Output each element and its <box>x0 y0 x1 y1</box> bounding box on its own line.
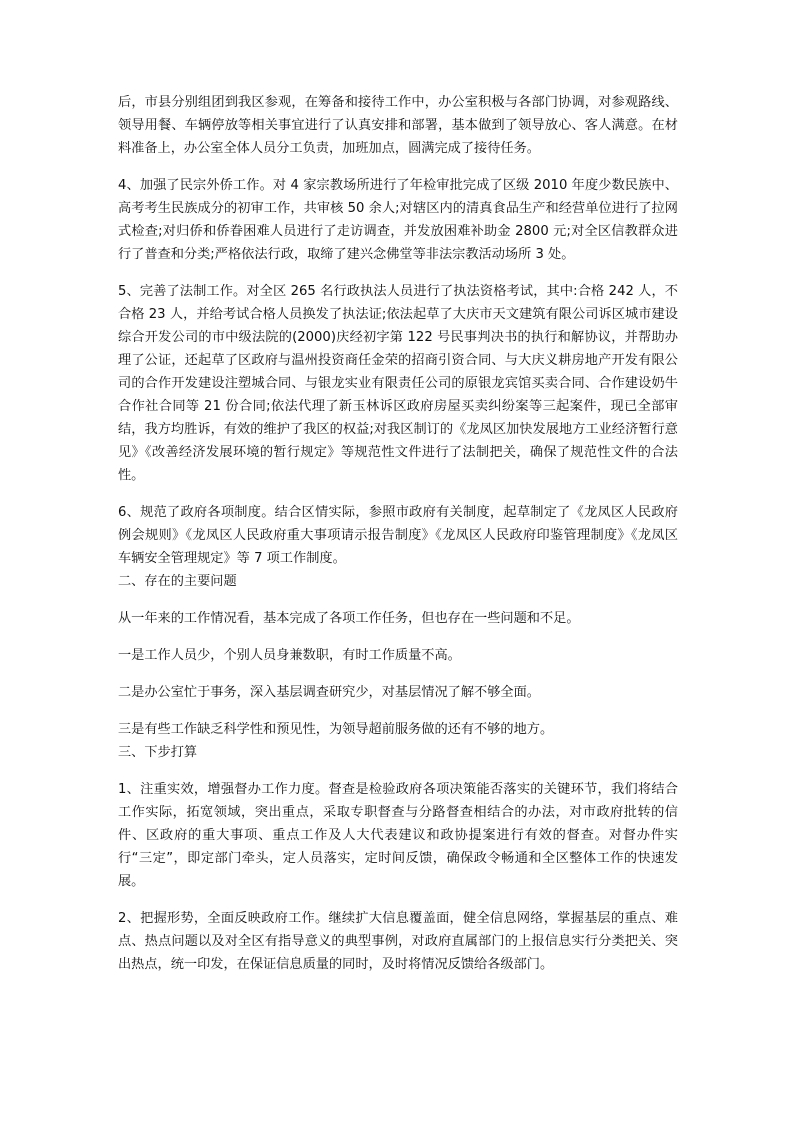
paragraph-information-work: 2、把握形势，全面反映政府工作。继续扩大信息覆盖面，健全信息网络，掌握基层的重点、难点、热点问题以及对全区有指导意义的典型事例，对政府直属部门的上报信息实行分类把关、突出热点，统一印发，在保证信息质量的同时，及时将情况反馈给各级部门。 <box>118 911 678 972</box>
paragraph-reception-work: 后，市县分别组团到我区参观，在筹备和接待工作中，办公室积极与各部门协调，对参观路线、领导用餐、车辆停放等相关事宜进行了认真安排和部署，基本做到了领导放心、客人满意。在材料准备上，办公室全体人员分工负责，加班加点，圆满完成了接待任务。 <box>118 95 678 156</box>
paragraph-supervision-work: 1、注重实效，增强督办工作力度。督查是检验政府各项决策能否落实的关键环节，我们将结合工作实际，拓宽领域，突出重点，采取专职督查与分路督查相结合的办法，对市政府批转的信件、区政府的重大事项、重点工作及人大代表建议和政协提案进行有效的督查。对督办件实行“三定”，即定部门牵头，定人员落实，定时间反馈，确保政令畅通和全区整体工作的快速发展。 <box>118 782 678 889</box>
paragraph-legal-work: 5、完善了法制工作。对全区 265 名行政执法人员进行了执法资格考试，其中:合格 242 人，不合格 23 人，并给考试合格人员换发了执法证;依法起草了大庆市天文建筑有限公司诉区城市建设综合开发公司的市中级法院的(2000)庆经初字第 122 号民事判决书的执行和解协议，并帮助办理了公证，还起草了区政府与温州投资商任金荣的招商引资合同、与大庆义耕房地产开发有限公司的合作开发建设注塑城合同、与银龙实业有限责任公司的原银龙宾馆买卖合同、合作建设奶牛合作社合同等 21 份合同;依法代理了新玉林诉区政府房屋买卖纠纷案等三起案件，现已全部审结，我方均胜诉，有效的维护了我区的权益;对我区制订的《龙凤区加快发展地方工业经济暂行意见》《改善经济发展环境的暂行规定》等规范性文件进行了法制把关，确保了规范性文件的合法性。 <box>118 284 678 483</box>
paragraph-ethnic-religious-work: 4、加强了民宗外侨工作。对 4 家宗教场所进行了年检审批完成了区级 2010 年度少数民族中、高考考生民族成分的初审工作，共审核 50 余人;对辖区内的清真食品生产和经营单位进行了拉网式检查;对归侨和侨眷困难人员进行了走访调查，并发放困难补助金 2800 元;对全区信教群众进行了普查和分类;严格依法行政，取缔了建兴念佛堂等非法宗教活动场所 3 处。 <box>118 178 678 262</box>
document-page <box>118 91 678 976</box>
paragraph-problem-two: 二是办公室忙于事务，深入基层调查研究少，对基层情况了解不够全面。 <box>118 685 540 700</box>
paragraph-problem-three: 三是有些工作缺乏科学性和预见性，为领导超前服务做的还有不够的地方。 <box>118 722 554 737</box>
paragraph-government-systems: 6、规范了政府各项制度。结合区情实际，参照市政府有关制度，起草制定了《龙凤区人民政府例会规则》《龙凤区人民政府重大事项请示报告制度》《龙凤区人民政府印鉴管理制度》《龙凤区车辆安全管理规定》等 7 项工作制度。 <box>118 505 678 566</box>
section-heading-next-steps: 三、下步打算 <box>118 745 198 760</box>
section-heading-problems: 二、存在的主要问题 <box>118 574 237 589</box>
paragraph-problems-intro: 从一年来的工作情况看，基本完成了各项工作任务，但也存在一些问题和不足。 <box>118 611 580 626</box>
paragraph-problem-one: 一是工作人员少，个别人员身兼数职，有时工作质量不高。 <box>118 648 461 663</box>
